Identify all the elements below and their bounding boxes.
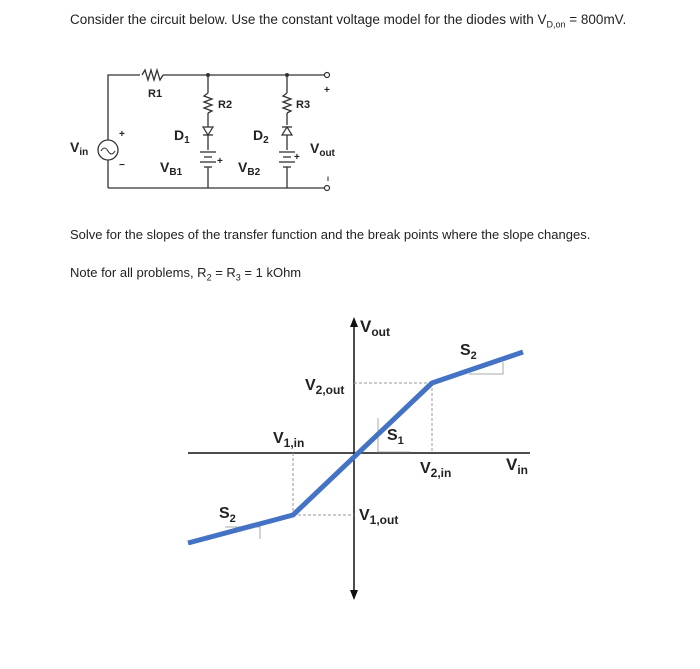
r3-label: R3: [296, 99, 311, 111]
r1-resistor: [142, 70, 163, 80]
vb1-label: $V_{B1}$: [160, 159, 183, 178]
vout-minus-sign: −: [323, 176, 333, 182]
vb2-label: $V_{B2}$: [238, 159, 261, 178]
vout-minus-terminal: [325, 186, 330, 191]
vb2-plus-sign: +: [294, 152, 300, 163]
d2-label: $D_2$: [253, 127, 269, 146]
v1in-label: $V_{1,in}$: [273, 430, 305, 450]
problem-statement: Consider the circuit below. Use the constant voltage model for the diodes with $V_{D,on} = 800mV$.: [70, 12, 627, 30]
r2-resistor: [204, 93, 212, 113]
v2in-label: $V_{2,in}$: [420, 460, 452, 480]
v2out-label: $V_{2,out}$: [305, 377, 345, 397]
r2-label: R2: [218, 99, 233, 111]
note-text: Note for all problems, $R_2 = R_3 = 1$ kOhm: [70, 265, 302, 283]
vin-plus-sign: +: [119, 129, 125, 140]
r3-resistor: [283, 93, 291, 113]
y-axis-arrow-down: [350, 590, 358, 600]
vin-label: $V_{in}$: [70, 139, 89, 158]
transfer-curve: [188, 352, 523, 543]
vin-minus-sign: −: [119, 160, 125, 171]
instruction-text: Solve for the slopes of the transfer function and the break points where the slope changes.: [70, 227, 591, 242]
vb1-plus-sign: +: [217, 156, 223, 167]
vout-label: $V_{out}$: [310, 140, 335, 159]
d1-diode: [203, 127, 213, 135]
circuit-diagram: [70, 70, 336, 191]
d2-diode: [282, 127, 292, 135]
vout-plus-terminal: [325, 73, 330, 78]
vin-axis-label: $V_{in}$: [506, 455, 529, 477]
transfer-graph: [188, 317, 530, 600]
d1-label: $D_1$: [174, 127, 190, 146]
r1-label: R1: [148, 88, 163, 100]
s1-label: $S_1$: [387, 427, 404, 447]
s2-top-label: $S_2$: [460, 342, 477, 362]
y-axis-arrow-up: [350, 317, 358, 327]
s2-bottom-label: $S_2$: [219, 505, 236, 525]
vd-on-subscript: D,on: [546, 19, 566, 30]
vout-plus-sign: +: [324, 85, 330, 96]
vout-axis-label: $V_{out}$: [360, 317, 390, 339]
v1out-label: $V_{1,out}$: [359, 507, 399, 527]
